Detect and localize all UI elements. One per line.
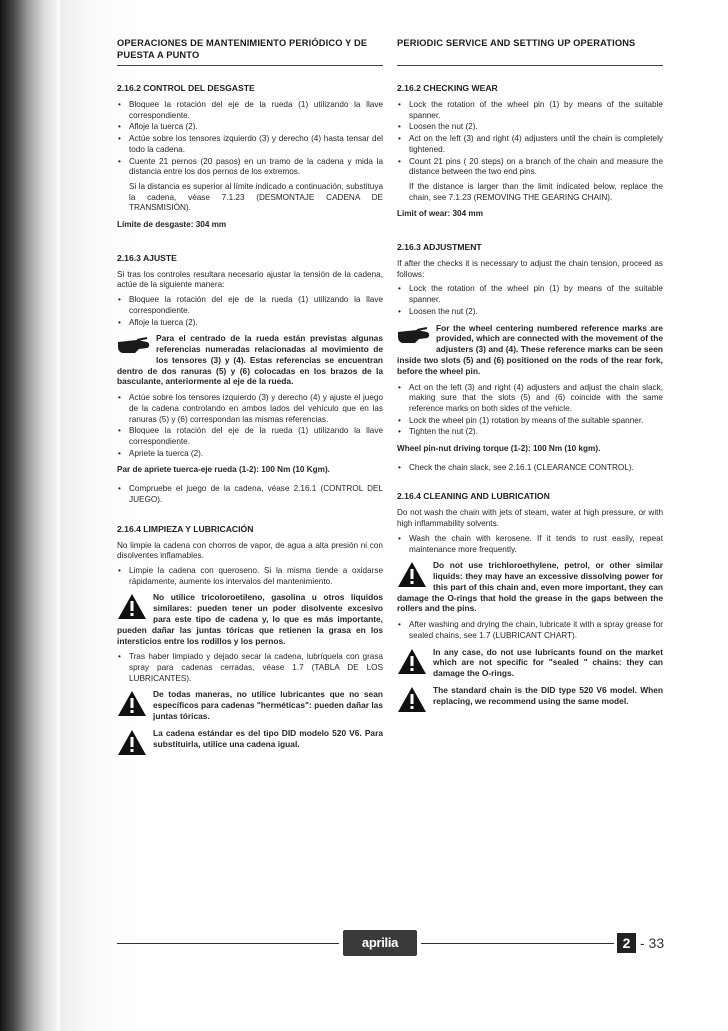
book-binding-shadow xyxy=(0,0,60,1031)
section-title: 2.16.4 LIMPIEZA Y LUBRICACIÓN xyxy=(117,523,254,534)
list-item: • Afloje la tuerca (2). xyxy=(117,122,383,133)
paragraph: Do not wash the chain with jets of steam, water at high pressure, or with high inflammability solvents. xyxy=(397,508,663,529)
list-item: • Act on the left (3) and right (4) adjusters and adjust the chain slack, making sure that the slots (5) and (6) coincide with the same reference marks on both sides of the vehicle. xyxy=(397,383,663,415)
bullet-list xyxy=(397,383,663,439)
aprilia-logo: aprilia xyxy=(343,930,417,956)
chapter-badge: 2 xyxy=(617,933,636,953)
list-item: • Count 21 pins ( 20 steps) on a branch of the chain and measure the distance between the two end pins. xyxy=(397,157,663,178)
wear-limit: Límite de desgaste: 304 mm xyxy=(117,220,227,230)
column-spanish xyxy=(117,38,383,759)
list-item: • Compruebe el juego de la cadena, véase 2.16.1 (CONTROL DEL JUEGO). xyxy=(117,484,383,505)
bullet-list xyxy=(117,295,383,328)
list-item: • Afloje la tuerca (2). xyxy=(117,318,383,329)
list-item: • Lock the rotation of the wheel pin (1) by means of the suitable spanner. xyxy=(397,100,663,121)
list-item: • Act on the left (3) and right (4) adjusters until the chain is completely tightened. xyxy=(397,134,663,155)
list-item: • Actúe sobre los tensores izquierdo (3) y derecho (4) hasta tensar del todo la cadena. xyxy=(117,134,383,155)
pointing-hand-icon xyxy=(117,334,151,357)
footer-rule-left xyxy=(117,943,339,944)
note-block xyxy=(397,323,663,377)
warning-text: In any case, do not use lubricants found on the market which are not specific for "sealed " chains: they can damage the O-rings. xyxy=(433,646,663,679)
bullet-list xyxy=(117,100,383,178)
list-item: • Loosen the nut (2). xyxy=(397,307,663,318)
list-item: • Limpie la cadena con queroseno. Si la misma tiende a oxidarse rápidamente, aumente los intervalos del mantenimiento. xyxy=(117,566,383,587)
list-item: • Lock the wheel pin (1) rotation by means of the suitable spanner. xyxy=(397,416,663,427)
section-title: 2.16.2 CHECKING WEAR xyxy=(397,83,498,93)
warning-text: De todas maneras, no utilice lubricantes que no sean específicos para cadenas "herméticas": pueden dañar las juntas tóricas. xyxy=(153,689,383,722)
bullet-list xyxy=(117,566,383,587)
note-text: For the wheel centering numbered reference marks are provided, which are connected with the movement of the adjusters (3) and (4). These reference marks can be seen inside two slots (5) and (6) positioned on the rods of the rear fork, before the wheel pin. xyxy=(397,322,663,376)
warning-triangle-icon xyxy=(397,561,427,591)
warning-block xyxy=(117,592,383,646)
list-item: • Cuente 21 pernos (20 pasos) en un tramo de la cadena y mida la distancia entre los dos pernos de los extremos. xyxy=(117,157,383,178)
warning-block xyxy=(397,560,663,614)
list-item: • Apriete la tuerca (2). xyxy=(117,449,383,460)
section-title: 2.16.3 ADJUSTMENT xyxy=(397,242,482,253)
bullet-list xyxy=(397,284,663,317)
list-item: • Lock the rotation of the wheel pin (1) by means of the suitable spanner. xyxy=(397,284,663,305)
wear-limit: Limit of wear: 304 mm xyxy=(397,209,483,219)
section-title: 2.16.4 CLEANING AND LUBRICATION xyxy=(397,491,550,502)
warning-triangle-icon xyxy=(397,648,427,678)
note-text: If the distance is larger than the limit indicated below, replace the chain, see 7.1.23 (REMOVING THE GEARING CHAIN). xyxy=(409,181,663,202)
bullet-list xyxy=(117,652,383,684)
list-item: • Bloquee la rotación del eje de la rueda (1) utilizando la llave correspondiente. xyxy=(117,295,383,316)
warning-block xyxy=(397,647,663,679)
warning-text: La cadena estándar es del tipo DID modelo 520 V6. Para substituirla, utilice una cadena igual. xyxy=(153,727,383,749)
bullet-list xyxy=(117,484,383,505)
warning-triangle-icon xyxy=(117,729,147,759)
warning-text: Do not use trichloroethylene, petrol, or other similar liquids: they may have an excessive dissolving power for this part of this chain and, even more important, they can damage the O-rings that hold the grease in the gaps between the rollers and the pins. xyxy=(397,560,663,614)
list-item: • Actúe sobre los tensores izquierdo (3) y derecho (4) y ajuste el juego de la cadena controlando en ambos lados del vehículo que en las ranuras (5) y (6) correspondan las mismas referencias. xyxy=(117,393,383,425)
bullet-list xyxy=(397,100,663,178)
paragraph: Si tras los controles resultara necesario ajustar la tensión de la cadena, actúe de la siguiente manera: xyxy=(117,269,383,290)
torque-spec: Wheel pin-nut driving torque (1-2): 100 Nm (10 kgm). xyxy=(397,444,601,454)
warning-triangle-icon xyxy=(117,593,147,623)
warning-triangle-icon xyxy=(117,690,147,720)
paragraph: If after the checks it is necessary to adjust the chain tension, proceed as follows: xyxy=(397,259,663,279)
list-item: • Tighten the nut (2). xyxy=(397,427,663,438)
note-text: Si la distancia es superior al límite indicado a continuación, substituya la cadena, véase 7.1.23 (DESMONTAJE CADENA DE TRANSMISIÓN). xyxy=(129,181,383,213)
section-title: 2.16.2 CONTROL DEL DESGASTE xyxy=(117,83,255,93)
page-number: - 33 xyxy=(640,935,665,951)
column-english xyxy=(397,38,663,716)
bullet-list xyxy=(397,620,663,641)
warning-block xyxy=(117,728,383,750)
list-item: • Bloquee la rotación del eje de la rueda (1) utilizando la llave correspondiente. xyxy=(117,426,383,447)
section-title: 2.16.3 AJUSTE xyxy=(117,252,177,263)
torque-spec: Par de apriete tuerca-eje rueda (1-2): 100 Nm (10 Kgm). xyxy=(117,465,330,475)
bullet-list xyxy=(397,463,663,474)
warning-text: The standard chain is the DID type 520 V6 model. When replacing, we recommend using the same model. xyxy=(433,685,663,706)
header-english: PERIODIC SERVICE AND SETTING UP OPERATIONS xyxy=(397,38,663,66)
list-item: • Wash the chain with kerosene. If it tends to rust easily, repeat maintenance more frequently. xyxy=(397,534,663,555)
warning-text: No utilice tricoloroetileno, gasolina u otros líquidos similares: pueden tener un poder disolvente excesivo para este tipo de cadena y, lo que es más importante, pueden dañar las juntas tóricas que retienen la grasa en los intersticios entre los rodillos y los pernos. xyxy=(117,592,383,646)
list-item: • Bloquee la rotación del eje de la rueda (1) utilizando la llave correspondiente. xyxy=(117,100,383,121)
warning-block xyxy=(117,689,383,721)
note-text: Para el centrado de la rueda están previstas algunas referencias numeradas relacionadas al movimiento de los tensores (3) y (4). Estas referencias se encuentran dentro de dos ranuras (5) y (6) colocadas en los brazos de la basculante, anteriormente al eje de la rueda. xyxy=(117,333,383,387)
list-item: • After washing and drying the chain, lubricate it with a spray grease for sealed chains, see 1.7 (LUBRICANT CHART). xyxy=(397,620,663,641)
list-item: • Loosen the nut (2). xyxy=(397,122,663,133)
bullet-list xyxy=(117,393,383,459)
list-item: • Check the chain slack, see 2.16.1 (CLEARANCE CONTROL). xyxy=(397,463,663,474)
header-spanish: OPERACIONES DE MANTENIMIENTO PERIÓDICO Y DE PUESTA A PUNTO xyxy=(117,38,383,66)
pointing-hand-icon xyxy=(397,324,431,347)
list-item: • Tras haber limpiado y dejado secar la cadena, lubríquela con grasa spray para cadenas cerradas, véase 1.7 (TABLA DE LOS LUBRICANTES). xyxy=(117,652,383,684)
paragraph: No limpie la cadena con chorros de vapor, de agua a alta presión ni con disolventes inflamables. xyxy=(117,540,383,561)
warning-triangle-icon xyxy=(397,686,427,716)
note-block xyxy=(117,333,383,387)
warning-block xyxy=(397,685,663,707)
footer-rule-right xyxy=(421,943,614,944)
bullet-list xyxy=(397,534,663,555)
